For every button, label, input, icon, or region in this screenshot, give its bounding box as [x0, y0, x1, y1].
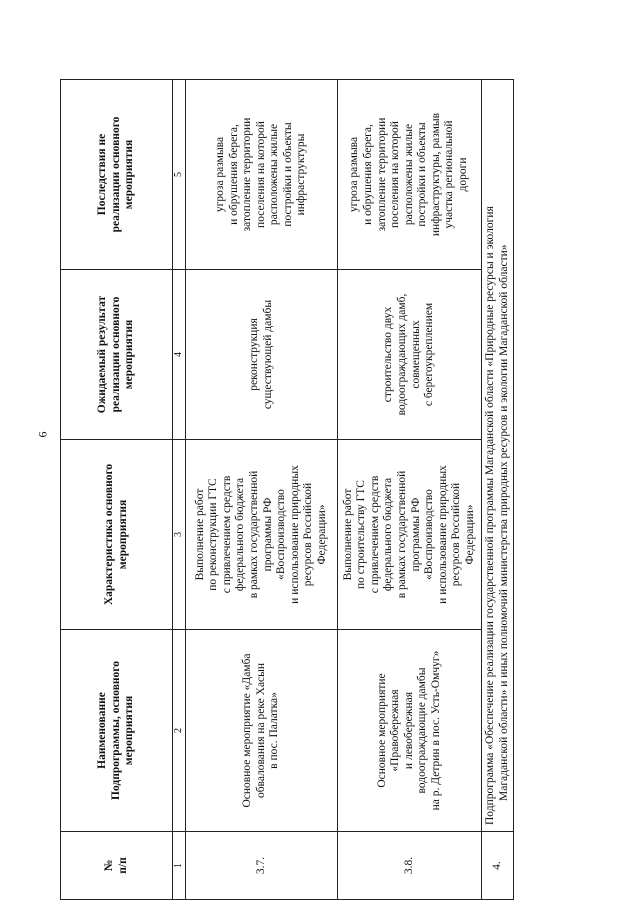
row-characteristic: Выполнение работ по реконструкции ГТС с привлечением средств федерального бюджета в рамках государственной программы РФ «Воспроизводство и использование природных ресурсов Российской Федерации» [186, 440, 338, 630]
row-name: Основное мероприятие «Дамба обвалования на реке Хасын в пос. Палатка» [186, 630, 338, 832]
column-number: 3 [173, 440, 186, 630]
row-result: реконструкция существующей дамбы [186, 270, 338, 440]
header-result: Ожидаемый результат реализации основного мероприятия [61, 270, 173, 440]
header-num: № п/п [61, 832, 173, 900]
subprogram-title: Подпрограмма «Обеспечение реализации государственной программы Магаданской области «Природные ресурсы и экология Магаданской области» и иных полномочий министерства природных ресурсов и экологии Магаданской области» [482, 80, 514, 832]
row-number: 4. [482, 832, 514, 900]
column-number: 5 [173, 80, 186, 270]
row-consequence: угроза размыва и обрушения берега, затопление территории поселения на которой расположены жилые постройки и объекты инфраструктуры, размыв участка региональной дороги [338, 80, 482, 270]
row-name: Основное мероприятие «Правобережная и левобережная водоограждающие дамбы на р. Детрин в пос. Усть-Омчуг» [338, 630, 482, 832]
activities-table [60, 79, 514, 900]
header-consequence: Последствия не реализации основного мероприятия [61, 80, 173, 270]
column-number: 2 [173, 630, 186, 832]
header-row [61, 80, 173, 900]
header-characteristic: Характеристика основного мероприятия [61, 440, 173, 630]
page-number: 6 [35, 431, 50, 438]
column-number-row [173, 80, 186, 900]
row-result: строительство двух водоограждающих дамб, совмещенных с берегоукреплением [338, 270, 482, 440]
rotated-page-content [60, 80, 510, 900]
header-name: Наименование Подпрограммы, основного мероприятия [61, 630, 173, 832]
column-number: 1 [173, 832, 186, 900]
row-number: 3.7. [186, 832, 338, 900]
row-characteristic: Выполнение работ по строительству ГТС с привлечением средств федерального бюджета в рамках государственной программы РФ «Воспроизводство и использование природных ресурсов Российской Федерации» [338, 440, 482, 630]
row-number: 3.8. [338, 832, 482, 900]
column-number: 4 [173, 270, 186, 440]
table-row [186, 80, 338, 900]
subprogram-row [482, 80, 514, 900]
table-row [338, 80, 482, 900]
row-consequence: угроза размыва и обрушения берега, затопление территории поселения на которой расположены жилые постройки и объекты инфраструктуры [186, 80, 338, 270]
